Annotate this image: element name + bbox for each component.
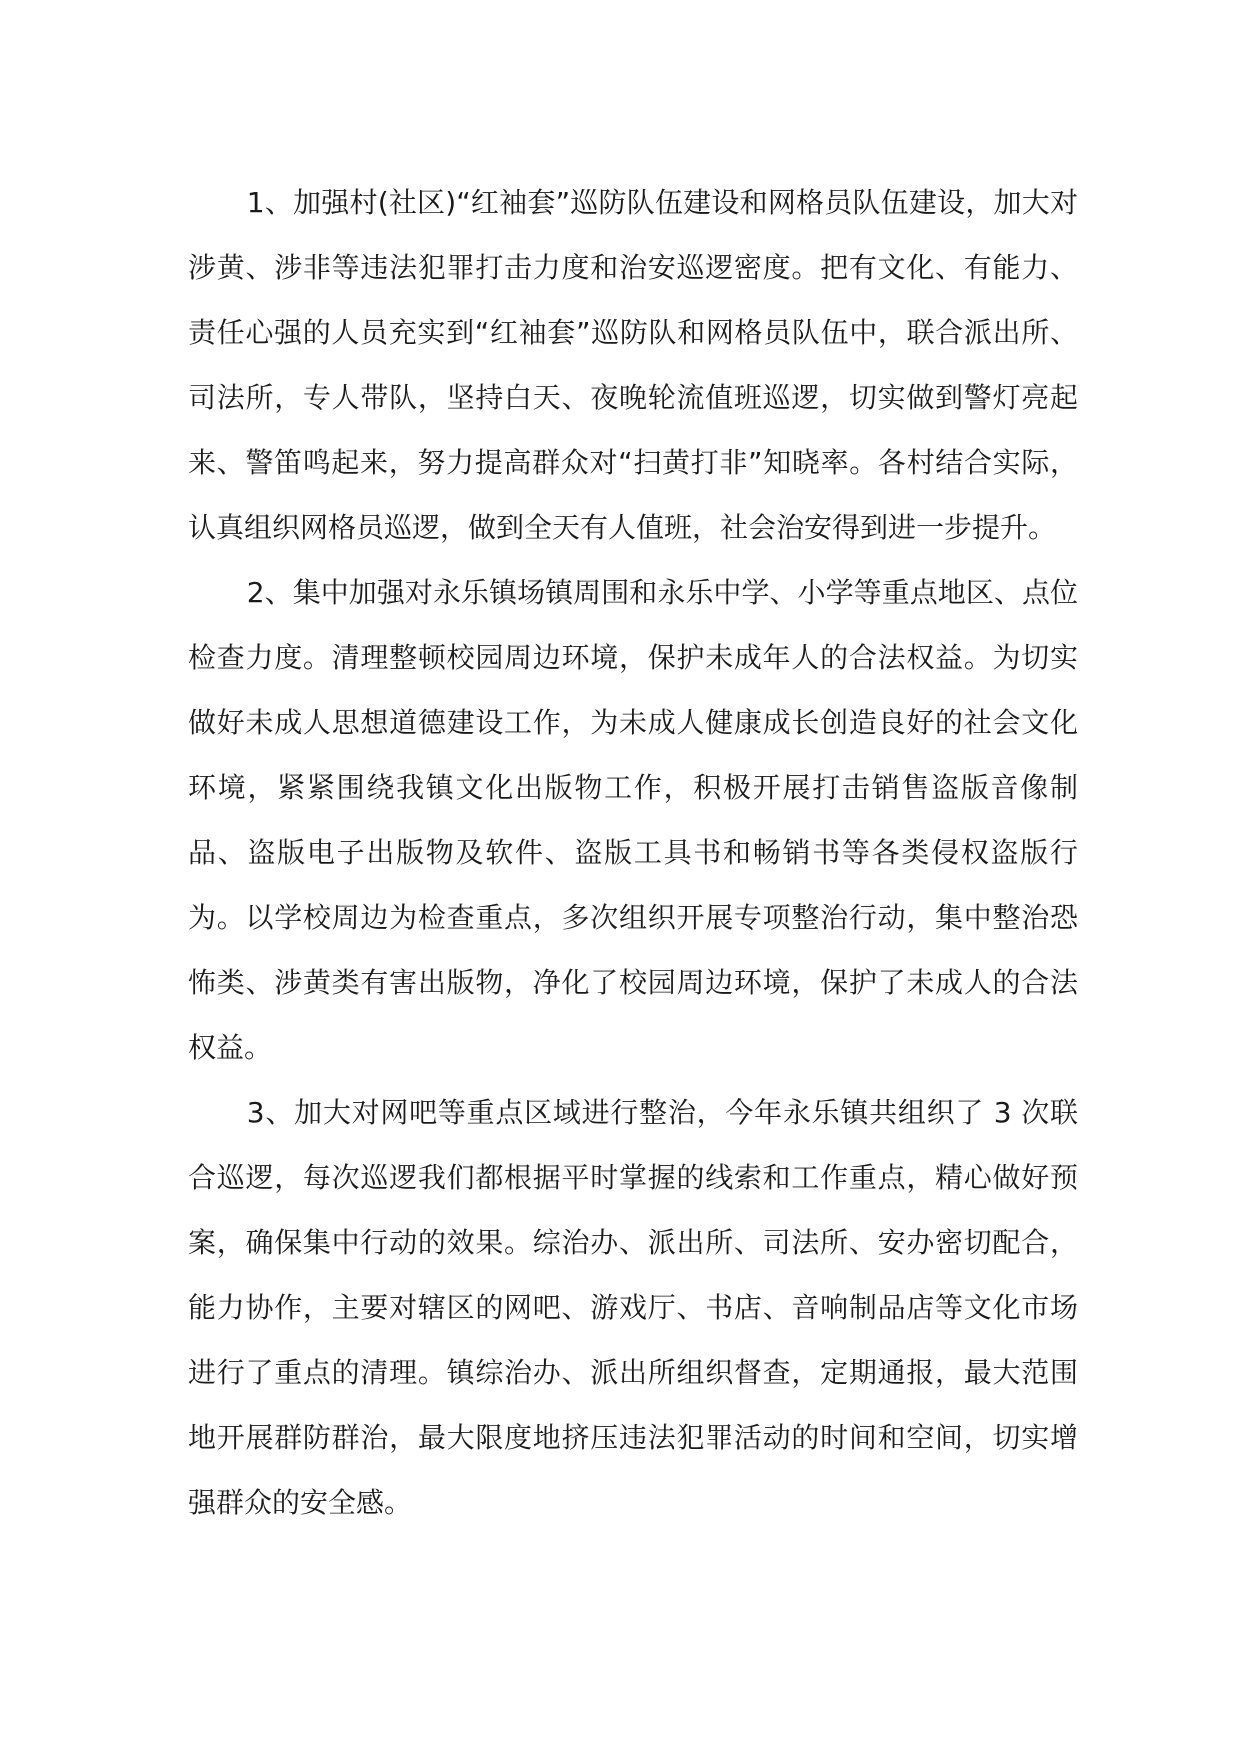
paragraph-3: 3、加大对网吧等重点区域进行整治，今年永乐镇共组织了 3 次联合巡逻，每次巡逻我们都根据平时掌握的线索和工作重点，精心做好预案，确保集中行动的效果。综治办、派出所、司法所、安办密切配合，能力协作，主要对辖区的网吧、游戏厅、书店、音响制品店等文化市场进行了重点的清理。镇综治办、派出所组织督查，定期通报，最大范围地开展群防群治，最大限度地挤压违法犯罪活动的时间和空间，切实增强群众的安全感。 <box>188 1096 1078 1519</box>
document-body <box>188 170 1078 1535</box>
paragraph-1: 1、加强村(社区)“红袖套”巡防队伍建设和网格员队伍建设，加大对涉黄、涉非等违法犯罪打击力度和治安巡逻密度。把有文化、有能力、责任心强的人员充实到“红袖套”巡防队和网格员队伍中，联合派出所、司法所，专人带队，坚持白天、夜晚轮流值班巡逻，切实做到警灯亮起来、警笛鸣起来，努力提高群众对“扫黄打非”知晓率。各村结合实际，认真组织网格员巡逻，做到全天有人值班，社会治安得到进一步提升。 <box>188 186 1078 544</box>
paragraph-2: 2、集中加强对永乐镇场镇周围和永乐中学、小学等重点地区、点位检查力度。清理整顿校园周边环境，保护未成年人的合法权益。为切实做好未成人思想道德建设工作，为未成人健康成长创造良好的社会文化环境，紧紧围绕我镇文化出版物工作，积极开展打击销售盗版音像制品、盗版电子出版物及软件、盗版工具书和畅销书等各类侵权盗版行为。以学校周边为检查重点，多次组织开展专项整治行动，集中整治恐怖类、涉黄类有害出版物，净化了校园周边环境，保护了未成人的合法权益。 <box>188 576 1078 1064</box>
